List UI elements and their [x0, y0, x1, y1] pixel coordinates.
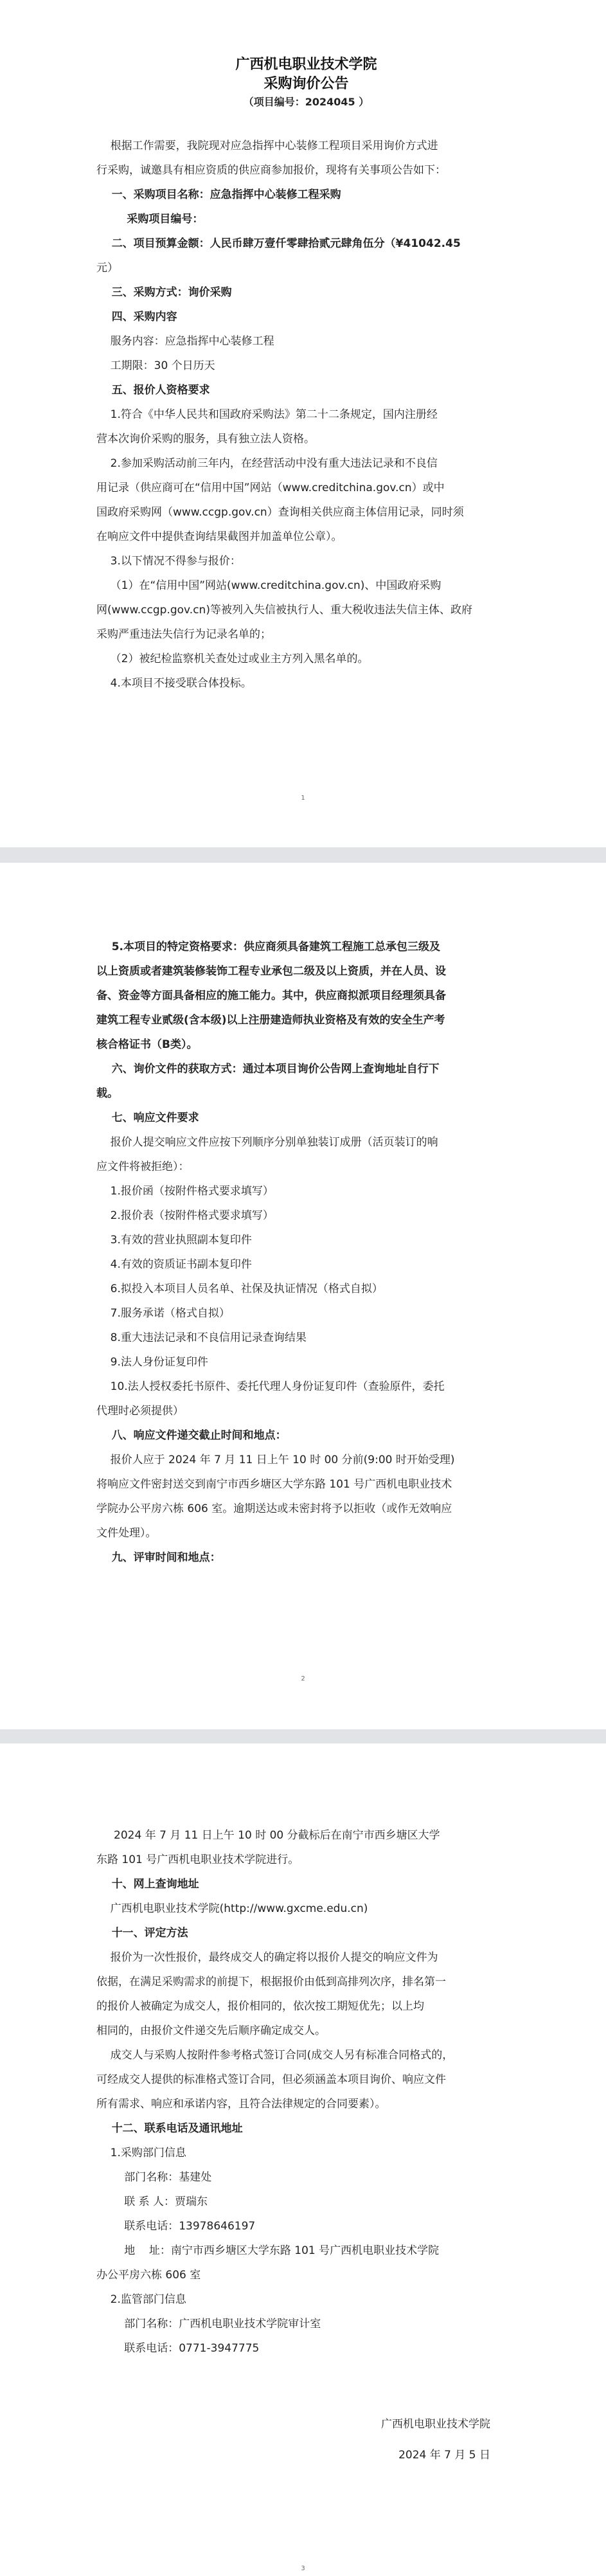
text-line: 四、采购内容: [96, 311, 177, 323]
text-line: 十二、联系电话及通讯地址: [96, 2122, 243, 2135]
text-line: 根据工作需要，我院现对应急指挥中心装修工程项目采用询价方式进: [96, 140, 438, 152]
text-line: 1.报价函（按附件格式要求填写）: [96, 1185, 274, 1198]
text-line: 核合格证书（B类）。: [96, 1038, 198, 1051]
text-line: 以上资质或者建筑装修装饰工程专业承包二级及以上资质，并在人员、设: [96, 965, 446, 978]
text-line: 报价人应于 2024 年 7 月 11 日上午 10 时 00 分前(9:00 时开始受理): [96, 1454, 455, 1466]
text-line: 载。: [96, 1087, 118, 1100]
text-line: 6.拟投入本项目人员名单、社保及执证情况（格式自拟）: [96, 1283, 383, 1295]
text-line: 建筑工程专业贰级(含本级)以上注册建造师执业资格及有效的安全生产考: [96, 1014, 445, 1027]
text-line: 地 址：南宁市西乡塘区大学东路 101 号广西机电职业技术学院: [96, 2244, 440, 2257]
text-line: 网(www.ccgp.gov.cn)等被列入失信被执行人、重大税收违法失信主体、政府: [96, 604, 472, 617]
signature-date: 2024 年 7 月 5 日: [398, 2449, 490, 2462]
text-line: 联系电话：0771-3947775: [96, 2342, 260, 2355]
text-line: 可经成交人提供的标准格式签订合同，但必须涵盖本项目询价、响应文件: [96, 2073, 446, 2086]
text-line: （2）被纪检监察机关查处过或业主方列入黑名单的。: [96, 653, 369, 665]
text-line: 9.法人身份证复印件: [96, 1356, 208, 1369]
text-line: 营本次询价采购的服务，具有独立法人资格。: [96, 433, 315, 446]
text-line: 报价人提交响应文件应按下列顺序分别单独装订成册（活页装订的响: [96, 1136, 438, 1149]
text-line: 2.监管部门信息: [96, 2293, 186, 2306]
text-line: 联系电话：13978646197: [96, 2220, 256, 2233]
text-line: 依据，在满足采购需求的前提下，根据报价由低到高排列次序，排名第一: [96, 1976, 446, 1988]
page-gap: [0, 847, 606, 863]
text-line: 7.服务承诺（格式自拟）: [96, 1307, 230, 1320]
text-line: 1.采购部门信息: [96, 2147, 186, 2159]
text-line: 5.本项目的特定资格要求：供应商须具备建筑工程施工总承包三级及: [96, 941, 440, 953]
text-line: 应文件将被拒绝）：: [96, 1160, 190, 1173]
document-page-2: [0, 863, 606, 1729]
text-line: 成交人与采购人按附件参考格式签订合同(成交人另有标准合同格式的，: [96, 2049, 454, 2062]
text-line: 服务内容：应急指挥中心装修工程: [96, 335, 274, 348]
document-page-3: [0, 1743, 606, 2576]
text-line: 相同的，由报价文件递交先后顺序确定成交人。: [96, 2024, 326, 2037]
text-line: 一、采购项目名称：应急指挥中心装修工程采购: [96, 188, 341, 201]
text-line: 8.重大违法记录和不良信用记录查询结果: [96, 1331, 307, 1344]
text-line: 4.有效的资质证书副本复印件: [96, 1258, 252, 1271]
text-line: 采购项目编号：: [96, 213, 204, 226]
text-line: 广西机电职业技术学院(http://www.gxcme.edu.cn): [96, 1902, 368, 1915]
page-number: 2: [301, 1675, 305, 1682]
text-line: 行采购，诚邀具有相应资质的供应商参加报价，现将有关事项公告如下：: [96, 164, 446, 177]
text-line: 七、响应文件要求: [96, 1112, 199, 1124]
text-line: 采购严重违法失信行为记录名单的；: [96, 628, 271, 641]
text-line: 元）: [96, 262, 118, 275]
text-line: 用记录（供应商可在“信用中国”网站（www.creditchina.gov.cn）或中: [96, 482, 445, 494]
text-line: 五、报价人资格要求: [96, 384, 210, 397]
text-line: 十一、评定方法: [96, 1927, 188, 1940]
text-line: 3.有效的营业执照副本复印件: [96, 1234, 252, 1247]
text-line: 六、询价文件的获取方式：通过本项目询价公告网上查询地址自行下: [96, 1063, 440, 1076]
text-line: 在响应文件中提供查询结果截图并加盖单位公章）。: [96, 530, 343, 543]
text-line: （1）在“信用中国”网站(www.creditchina.gov.cn)、中国政府采购: [96, 579, 441, 592]
document-page-1: [0, 0, 606, 847]
page-number: 1: [301, 795, 305, 802]
text-line: 2024 年 7 月 11 日上午 10 时 00 分截标后在南宁市西乡塘区大学: [96, 1829, 440, 1842]
notice-title: 采购询价公告: [263, 76, 349, 92]
text-line: 报价为一次性报价，最终成交人的确定将以报价人提交的响应文件为: [96, 1951, 438, 1964]
text-line: 部门名称：广西机电职业技术学院审计室: [96, 2318, 321, 2330]
text-line: 3.以下情况不得参与报价：: [96, 555, 241, 568]
text-line: 部门名称：基建处: [96, 2171, 212, 2184]
text-line: 文件处理）。: [96, 1527, 157, 1540]
text-line: 4.本项目不接受联合体投标。: [96, 677, 252, 690]
signature-org: 广西机电职业技术学院: [381, 2418, 490, 2431]
text-line: 代理时必须提供）: [96, 1405, 184, 1418]
text-line: 联 系 人：贾瑞东: [96, 2195, 208, 2208]
text-line: 办公平房六栋 606 室: [96, 2269, 201, 2282]
text-line: 三、采购方式：询价采购: [96, 286, 232, 299]
page-number: 3: [301, 2565, 305, 2572]
text-line: 十、网上查询地址: [96, 1878, 199, 1891]
project-number: （项目编号：2024045 ）: [243, 96, 370, 108]
text-line: 八、响应文件递交截止时间和地点：: [96, 1429, 287, 1442]
page-2-body: [96, 935, 516, 1570]
text-line: 备、资金等方面具备相应的施工能力。其中，供应商拟派项目经理须具备: [96, 989, 446, 1002]
text-line: 九、评审时间和地点：: [96, 1551, 221, 1564]
text-line: 工期限：30 个日历天: [96, 359, 215, 372]
page-1-body: [96, 134, 516, 696]
page-gap: [0, 1729, 606, 1745]
text-line: 东路 101 号广西机电职业技术学院进行。: [96, 1853, 299, 1866]
text-line: 2.报价表（按附件格式要求填写）: [96, 1209, 274, 1222]
text-line: 的报价人被确定为成交人，报价相同的，依次按工期短优先；以上均: [96, 2000, 424, 2013]
text-line: 国政府采购网（www.ccgp.gov.cn）查询相关供应商主体信用记录，同时须: [96, 506, 464, 519]
text-line: 学院办公平房六栋 606 室。逾期送达或未密封将予以拒收（或作无效响应: [96, 1502, 452, 1515]
text-line: 2.参加采购活动前三年内，在经营活动中没有重大违法记录和不良信: [96, 457, 438, 470]
school-name: 广西机电职业技术学院: [235, 57, 377, 73]
text-line: 将响应文件密封送交到南宁市西乡塘区大学东路 101 号广西机电职业技术: [96, 1478, 452, 1491]
text-line: 二、项目预算金额：人民币肆万壹仟零肆拾贰元肆角伍分（¥41042.45: [96, 237, 461, 250]
page-3-body: [96, 1823, 516, 2361]
text-line: 1.符合《中华人民共和国政府采购法》第二十二条规定，国内注册经: [96, 408, 438, 421]
text-line: 所有需求、响应和承诺内容，且符合法律规定的合同要素）。: [96, 2098, 386, 2111]
text-line: 10.法人授权委托书原件、委托代理人身份证复印件（查验原件，委托: [96, 1380, 445, 1393]
